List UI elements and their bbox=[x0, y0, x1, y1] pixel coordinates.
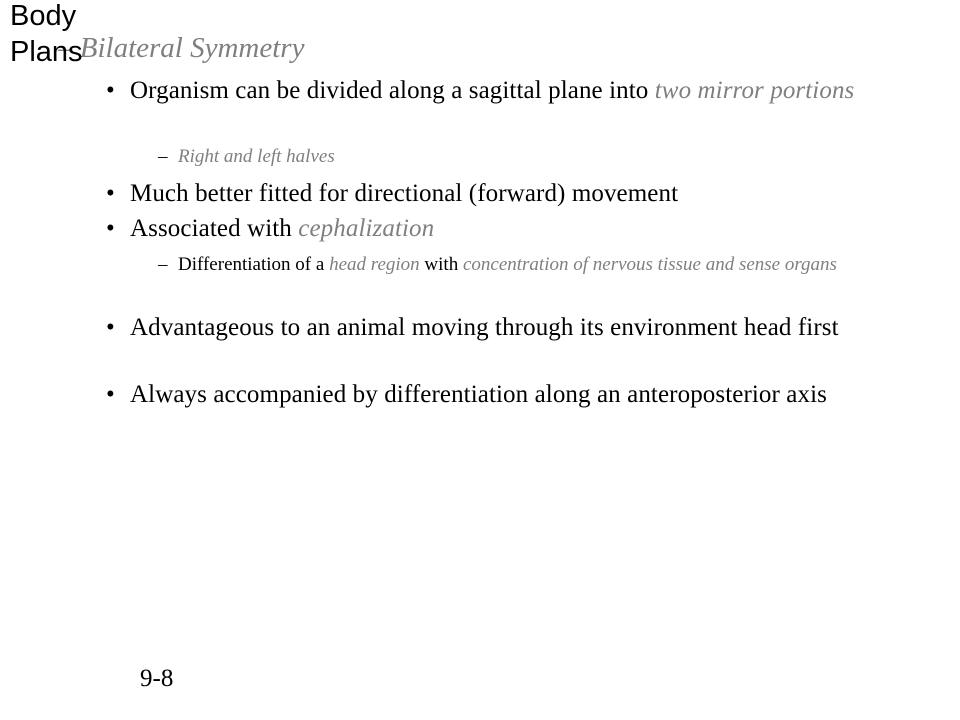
slide-title bbox=[10, 0, 83, 70]
slide-title-line-1: Body bbox=[10, 0, 77, 32]
bullet-text: Much better fitted for directional (forward) movement bbox=[130, 180, 679, 207]
bullet-item bbox=[106, 77, 946, 104]
bullet-item bbox=[106, 381, 946, 408]
bullet-marker: • bbox=[106, 180, 115, 207]
slide-subheading: – Bilateral Symmetry bbox=[58, 32, 305, 64]
bullet-text: Always accompanied by differentiation along an anteroposterior axis bbox=[130, 381, 827, 408]
bullet-item bbox=[106, 180, 946, 207]
sub-bullet-item bbox=[158, 146, 938, 167]
bullet-text bbox=[130, 77, 946, 104]
sub-bullet-text-emphasis: head region bbox=[329, 254, 420, 275]
bullet-marker: • bbox=[106, 77, 115, 104]
sub-bullet-marker: – bbox=[158, 146, 168, 167]
slide-title-line-2: Plans bbox=[10, 36, 83, 68]
sub-bullet-text: Right and left halves bbox=[178, 146, 335, 167]
sub-bullet-text bbox=[178, 254, 938, 275]
sub-bullet-marker: – bbox=[158, 254, 168, 275]
bullet-marker: • bbox=[106, 215, 115, 242]
bullet-text-emphasis: two mirror portions bbox=[654, 77, 855, 104]
bullet-marker: • bbox=[106, 381, 115, 408]
bullet-text-plain: Associated with bbox=[130, 215, 299, 242]
bullet-text: Advantageous to an animal moving through its environment head first bbox=[130, 314, 839, 341]
sub-bullet-text-emphasis: concentration of nervous tissue and sense organs bbox=[462, 254, 837, 275]
sub-bullet-item bbox=[158, 254, 938, 275]
page-number: 9-8 bbox=[140, 665, 174, 692]
bullet-text-emphasis: cephalization bbox=[298, 215, 435, 242]
bullet-text-plain: Organism can be divided along a sagittal plane into bbox=[130, 77, 655, 104]
sub-bullet-text-plain: with bbox=[419, 254, 463, 275]
bullet-marker: • bbox=[106, 314, 115, 341]
bullet-item bbox=[106, 215, 946, 242]
bullet-text bbox=[130, 215, 946, 242]
sub-bullet-text-plain: Differentiation of a bbox=[178, 254, 330, 275]
bullet-item bbox=[106, 314, 946, 341]
